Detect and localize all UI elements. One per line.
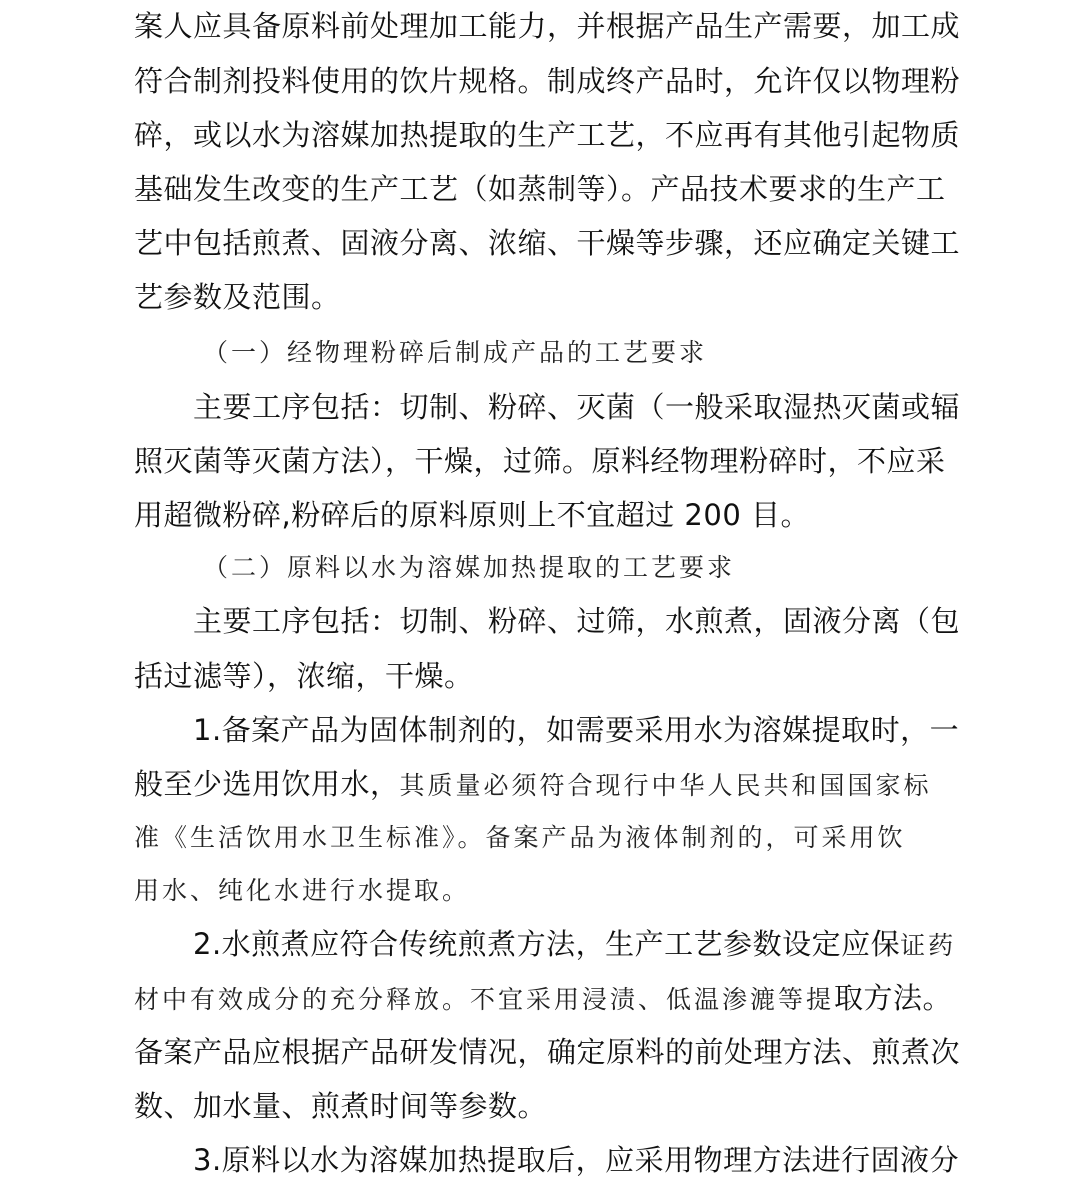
paragraph-line: 括过滤等），浓缩，干燥。 (134, 659, 474, 693)
paragraph-line (134, 978, 952, 1018)
paragraph-line: 1.备案产品为固体制剂的，如需要采用水为溶媒提取时，一 (193, 713, 960, 747)
paragraph-line: 用水、纯化水进行水提取。 (134, 876, 471, 905)
paragraph-line: 案人应具备原料前处理加工能力，并根据产品生产需要，加工成 (134, 9, 961, 43)
line-sans-segment: 取方法。 (834, 981, 953, 1015)
paragraph-line: 碎，或以水为溶媒加热提取的生产工艺，不应再有其他引起物质 (134, 118, 961, 152)
paragraph-line: 准《生活饮用水卫生标准》。备案产品为液体制剂的，可采用饮 (134, 823, 906, 852)
paragraph-line: 艺中包括煎煮、固液分离、浓缩、干燥等步骤，还应确定关键工 (134, 226, 961, 260)
paragraph-line: 符合制剂投料使用的饮片规格。制成终产品时，允许仅以物理粉 (134, 64, 961, 98)
paragraph-line: 基础发生改变的生产工艺（如蒸制等）。产品技术要求的生产工 (134, 172, 946, 206)
paragraph-line: 主要工序包括：切制、粉碎、过筛，水煎煮，固液分离（包 (193, 604, 961, 638)
paragraph-line: 3.原料以水为溶媒加热提取后，应采用物理方法进行固液分 (193, 1143, 960, 1177)
paragraph-line (134, 764, 932, 804)
paragraph-line: 主要工序包括：切制、粉碎、灭菌（一般采取湿热灭菌或辐 (193, 390, 961, 424)
section-heading: （一）经物理粉碎后制成产品的工艺要求 (203, 338, 708, 367)
paragraph-line: 备案产品应根据产品研发情况，确定原料的前处理方法、煎煮次 (134, 1035, 961, 1069)
paragraph-line: 数、加水量、煎煮时间等参数。 (134, 1089, 548, 1123)
line-sans-segment: 2.水煎煮应符合传统煎煮方法，生产工艺参数设定应保 (193, 927, 901, 961)
line-serif-segment: 其质量必须符合现行中华人民共和国国家标 (399, 771, 932, 800)
paragraph-line: 照灭菌等灭菌方法），干燥，过筛。原料经物理粉碎时，不应采 (134, 444, 946, 478)
line-sans-segment: 般至少选用饮用水， (134, 767, 400, 801)
section-heading: （二）原料以水为溶媒加热提取的工艺要求 (203, 553, 736, 582)
line-serif-segment: 证药 (900, 931, 957, 960)
paragraph-line: 艺参数及范围。 (134, 280, 341, 314)
paragraph-line (193, 924, 956, 964)
line-serif-segment: 材中有效成分的充分释放。不宜采用浸渍、低温渗漉等提 (134, 985, 835, 1014)
paragraph-line: 用超微粉碎,粉碎后的原料原则上不宜超过 200 目。 (134, 498, 811, 532)
